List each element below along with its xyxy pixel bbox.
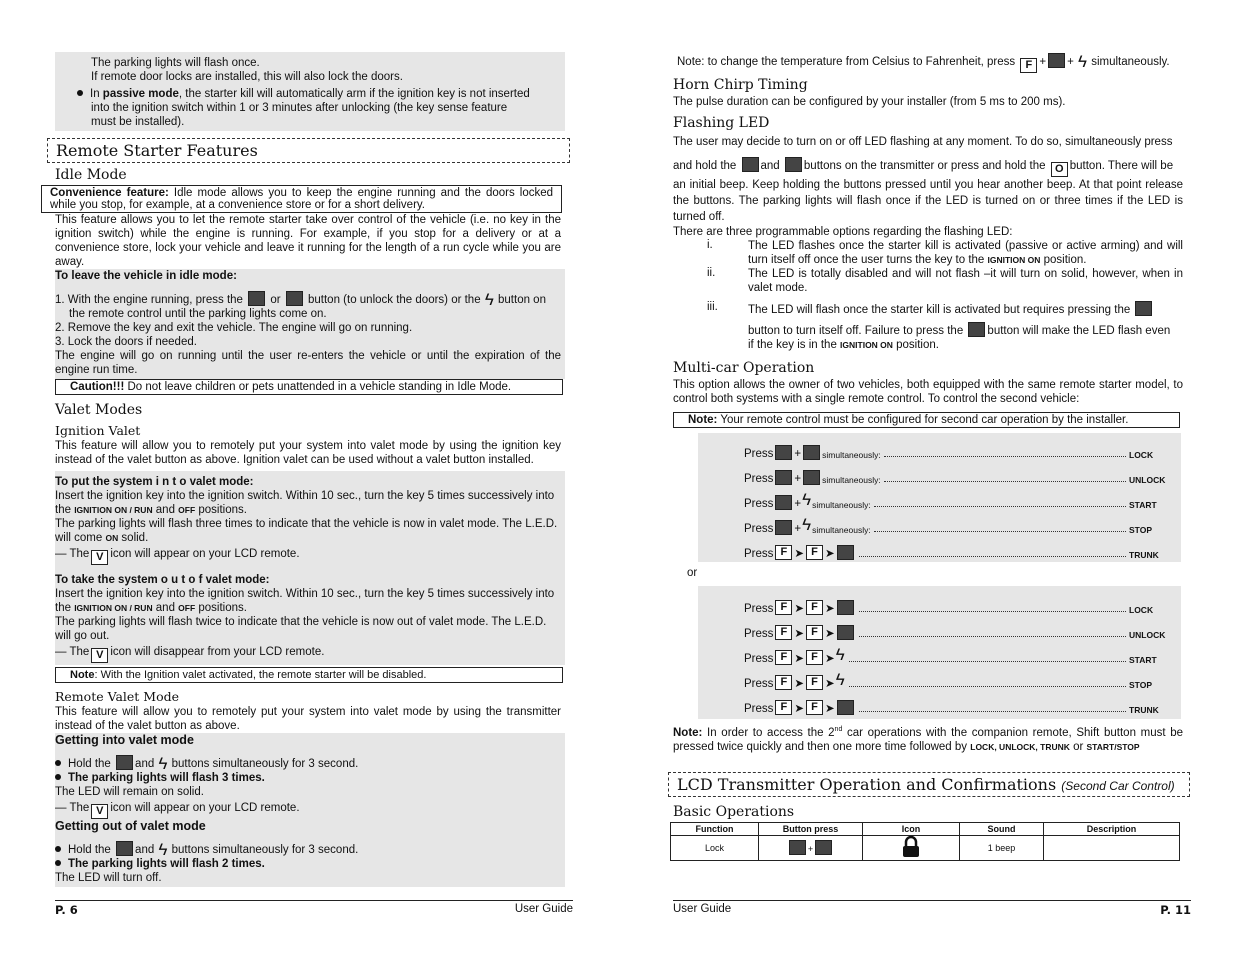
table-cell (863, 835, 960, 860)
text: or (270, 294, 281, 306)
step-3: 3. Lock the doors if needed. (55, 336, 197, 348)
lock-button-icon (1135, 301, 1152, 316)
lock-button-icon (116, 755, 133, 770)
text: button. There will be (1069, 160, 1174, 172)
led-rest: an initial beep. Keep holding the buttons pressed until you hear another beep. At that point release the buttons. The parking lights will flash once if the LED is turned on or three times if the LED is turned off. (673, 179, 1183, 223)
text: simultaneously: (822, 450, 881, 460)
text: Convenience feature: (50, 187, 169, 199)
unlock-button-icon (248, 291, 265, 306)
getout-title: Getting out of valet mode (55, 819, 206, 833)
led-title: Flashing LED (673, 115, 770, 131)
text: IGNITION ON (987, 255, 1041, 265)
text: button (to unlock the doors) or the (308, 294, 481, 306)
leader-dots (874, 506, 1126, 507)
multi-title: Multi-car Operation (673, 360, 815, 376)
text: icon will disappear from your LCD remote. (110, 646, 325, 658)
start-bolt-icon: ϟ (484, 290, 494, 309)
lock-button-icon (815, 840, 832, 855)
table-header-cell: Sound (960, 822, 1044, 835)
table-cell: 1 beep (960, 835, 1044, 860)
action-label: LOCK (1129, 450, 1154, 460)
convenience-box (41, 185, 562, 213)
press-list-2 (698, 586, 1181, 719)
text: must be installed). (91, 116, 185, 128)
text: ON (105, 533, 119, 543)
trunk-button-icon (775, 445, 792, 460)
leader-dots (859, 611, 1126, 612)
text: the remote control until the parking lights come on. (69, 308, 327, 320)
text: 1. With the engine running, press the (55, 294, 243, 306)
press-row: Press F ➤ F ➤ UNLOCK (698, 615, 1173, 640)
text: The LED is totally disabled and will not flash –it will turn on solid, however, when in valet mode. (748, 268, 1183, 294)
idle-title: Idle Mode (55, 167, 127, 183)
text: IGNITION ON / RUN (74, 505, 153, 515)
text: button on (498, 294, 546, 306)
page-number: P. 11 (1160, 903, 1191, 917)
trunk-button-icon (775, 520, 792, 535)
table-cell: Lock (671, 835, 759, 860)
right-page (668, 52, 1186, 861)
text: Your remote control must be configured for second car operation by the installer. (717, 414, 1129, 426)
text: LOCK, UNLOCK, TRUNK (970, 741, 1070, 752)
text: OFF (178, 603, 196, 613)
press-row: Press F ➤ F ➤ LOCK (698, 590, 1173, 615)
text: button will make the LED flash even (987, 325, 1171, 337)
action-label: START (1129, 655, 1157, 665)
lcd-section-title (668, 772, 1190, 797)
caution-box (55, 379, 563, 395)
text: IGNITION ON / RUN (74, 603, 153, 613)
press-row: Press F ➤ F ➤ ϟ STOP (698, 665, 1173, 690)
start-bolt-icon: ϟ (802, 490, 812, 509)
action-label: TRUNK (1129, 705, 1159, 715)
leader-dots (859, 556, 1126, 557)
f-button-icon: F (806, 675, 823, 690)
table-header (671, 822, 1180, 835)
text: — The (55, 646, 90, 658)
text: icon will appear on your LCD remote. (110, 802, 300, 814)
table-header-cell: Button press (759, 822, 863, 835)
getin-title: Getting into valet mode (55, 733, 194, 747)
bullet-icon (55, 760, 61, 766)
lock-button-icon (837, 600, 854, 615)
press-row: Press + simultaneously: UNLOCK (698, 460, 1173, 485)
press-row: Press F ➤ F ➤ TRUNK (698, 690, 1173, 715)
text: Press (744, 703, 774, 715)
f-button-icon: F (806, 700, 823, 715)
f-button-icon: F (775, 545, 792, 560)
unlock-button-icon (837, 625, 854, 640)
unlock-button-icon (742, 157, 759, 172)
text: simultaneously: (822, 475, 881, 485)
ign-block (55, 471, 565, 665)
text: ii. (707, 267, 716, 279)
text: if the key is in the (748, 339, 841, 351)
option-ii (673, 267, 1183, 295)
text: positions. (195, 504, 247, 516)
table-header-cell: Function (671, 822, 759, 835)
text: the (55, 602, 75, 614)
text: positions. (195, 602, 247, 614)
bullet-icon (55, 774, 61, 780)
f-button-icon: F (775, 600, 792, 615)
text: Note: to change the temperature from Celsius to Fahrenheit, press (677, 56, 1016, 68)
text: or (1069, 740, 1087, 753)
option-i (673, 239, 1183, 267)
o-button-icon: O (1051, 162, 1068, 177)
into-title: To put the system i n t o valet mode: (55, 476, 254, 488)
start-bolt-icon: ϟ (158, 754, 168, 773)
leader-dots (874, 531, 1126, 532)
section-title: Remote Starter Features (47, 138, 570, 163)
text: OFF (178, 505, 196, 515)
out-title: To take the system o u t o f valet mode: (55, 574, 270, 586)
rv-body: This feature will allow you to remotely put your system into valet mode by using the transmitter instead of the valet button as above. (55, 706, 561, 732)
start-bolt-icon: ϟ (158, 840, 168, 859)
text: Hold the (68, 844, 111, 856)
f-button-icon: F (775, 650, 792, 665)
text: Note: (673, 726, 703, 739)
text: nd (834, 726, 843, 733)
leader-dots (884, 481, 1126, 482)
led-three: There are three programmable options regarding the flashing LED: (673, 226, 1013, 238)
intro-block (55, 52, 565, 131)
text: Idle mode allows you to keep the engine running and the doors locked while you stop, for example, at a convenience store or for a short delivery. (50, 187, 554, 211)
action-label: UNLOCK (1129, 630, 1166, 640)
idle-body: This feature allows you to let the remote starter take over control of the vehicle (i.e. no key in the ignition switch) while the engine is running. For example, if you stop for a delivery or at a convenience store, lock your vehicle and leave it running for the length of a run cycle while you are away. (55, 214, 561, 268)
text: IGNITION ON (840, 340, 893, 350)
left-footer (55, 900, 573, 917)
text: iii. (707, 301, 718, 313)
or-label: or (687, 567, 698, 579)
lock-button-icon (803, 445, 820, 460)
text: — The (55, 802, 90, 814)
action-label: STOP (1129, 680, 1152, 690)
text: position. (892, 339, 939, 351)
text: Hold the (68, 758, 111, 770)
press-row: Press + simultaneously: LOCK (698, 435, 1173, 460)
leader-dots (859, 711, 1126, 712)
led-block (673, 135, 1183, 352)
footer-label: User Guide (514, 903, 573, 915)
f-button-icon: F (806, 545, 823, 560)
bullet-icon (55, 860, 61, 866)
rv-block (55, 733, 565, 887)
start-bolt-icon: ϟ (802, 515, 812, 534)
text: Press (744, 523, 774, 535)
horn-body: The pulse duration can be configured by your installer (from 5 ms to 200 ms). (673, 96, 1066, 108)
trunk-button-icon (1048, 53, 1065, 68)
text: icon will appear on your LCD remote. (110, 548, 300, 560)
lock-button-icon (116, 841, 133, 856)
footer-label: User Guide (673, 903, 732, 915)
f-button-icon: F (775, 675, 792, 690)
bullet-icon (77, 90, 83, 96)
leader-dots (859, 636, 1126, 637)
text: — The (55, 548, 90, 560)
text: car operations with the companion remote, Shift button must be pressed twice quickly and then one more time followed by (673, 726, 1183, 753)
text: Press (744, 448, 774, 460)
text: Caution!!! (70, 381, 125, 393)
text: Insert the ignition key into the ignition switch. Within 10 sec., turn the key 5 times successively into (55, 490, 555, 502)
text: The parking lights will flash 3 times. (68, 772, 265, 784)
multi-note-box (673, 412, 1180, 428)
text: and (152, 602, 179, 614)
step-1 (55, 291, 561, 307)
text: and (152, 504, 179, 516)
text: Do not leave children or pets unattended in a vehicle standing in Idle Mode. (124, 381, 512, 393)
text: The LED will turn off. (55, 872, 162, 884)
temp-note: Note: to change the temperature from Celsius to Fahrenheit, press F + + ϟ simultaneously. (677, 52, 1170, 71)
text: START/STOP (1086, 741, 1140, 752)
text: Insert the ignition key into the ignition switch. Within 10 sec., turn the key 5 times successively into (55, 588, 555, 600)
page-number: P. 6 (55, 903, 78, 917)
ign-body: This feature will allow you to remotely put your system into valet mode by using the ignition key instead of the valet button as above. Ignition valet can be used without a valet button installed. (55, 440, 561, 466)
text: (Second Car Control) (1061, 778, 1175, 793)
text: buttons simultaneously for 3 second. (171, 844, 359, 856)
intro-line: If remote door locks are installed, this will also lock the doors. (91, 71, 403, 83)
idle-steps (55, 269, 565, 379)
action-label: START (1129, 500, 1157, 510)
press-row: Press F ➤ F ➤ ϟ START (698, 640, 1173, 665)
text: The user may decide to turn on or off LED flashing at any moment. To do so, simultaneously press (673, 136, 1173, 148)
operations-table (670, 822, 1180, 861)
text: In (90, 88, 103, 100)
text: Press (744, 628, 774, 640)
f-button-icon: F (1020, 58, 1037, 73)
start-bolt-icon: ϟ (1078, 52, 1087, 71)
leave-title: To leave the vehicle in idle mode: (55, 270, 237, 282)
text: Press (744, 548, 774, 560)
ign-title: Ignition Valet (55, 423, 141, 438)
idle-end: The engine will go on running until the user re-enters the vehicle or until the expiration of the engine run time. (55, 350, 561, 376)
action-label: STOP (1129, 525, 1152, 535)
text: buttons on the transmitter or press and hold the (803, 160, 1046, 172)
table-cell (1044, 835, 1180, 860)
start-bolt-icon: ϟ (835, 645, 845, 664)
valet-v-icon: V (91, 550, 108, 565)
text: the (55, 504, 75, 516)
text: Note: (688, 414, 718, 426)
text: button to turn itself off. Failure to press the (748, 325, 964, 337)
intro-line: The parking lights will flash once. (91, 57, 260, 69)
leader-dots (849, 661, 1126, 662)
valet-title: Valet Modes (55, 402, 143, 418)
trunk-button-icon (775, 470, 792, 485)
text: The LED will flash once the starter kill is activated but requires pressing the (748, 304, 1131, 316)
right-footer (673, 900, 1191, 917)
step-2: 2. Remove the key and exit the vehicle. The engine will go on running. (55, 322, 413, 334)
lock-button-icon (286, 291, 303, 306)
trunk-button-icon (837, 545, 854, 560)
text: position. (1040, 254, 1087, 266)
text: : With the Ignition valet activated, the remote starter will be disabled. (94, 669, 427, 681)
text: will go out. (55, 630, 110, 642)
press-row: Press F ➤ F ➤ TRUNK (698, 535, 1173, 560)
horn-title: Horn Chirp Timing (673, 77, 808, 93)
text: simultaneously. (1091, 56, 1170, 68)
text: and (135, 844, 155, 856)
text: Note (70, 669, 95, 681)
trunk-button-icon (837, 700, 854, 715)
f-button-icon: F (806, 600, 823, 615)
f-button-icon: F (806, 625, 823, 640)
text: buttons simultaneously for 3 second. (171, 758, 359, 770)
trunk-button-icon (789, 840, 806, 855)
text: i. (707, 239, 713, 251)
text: simultaneously: (812, 500, 871, 510)
press-list-1 (698, 433, 1181, 562)
bullet-icon (55, 846, 61, 852)
text: The parking lights will flash 2 times. (68, 858, 265, 870)
f-button-icon: F (806, 650, 823, 665)
basic-title: Basic Operations (673, 803, 795, 820)
text: The parking lights will flash twice to indicate that the vehicle is now out of valet mode. The L.E.D. (55, 616, 547, 628)
action-label: TRUNK (1129, 550, 1159, 560)
text: Press (744, 653, 774, 665)
valet-v-icon: V (91, 648, 108, 663)
text: and hold the (673, 160, 737, 172)
leader-dots (849, 686, 1126, 687)
lock-button-icon (785, 157, 802, 172)
press-row: Press + ϟ simultaneously: START (698, 485, 1173, 510)
text: The LED will remain on solid. (55, 786, 204, 798)
press-row: Press + ϟ simultaneously: STOP (698, 510, 1173, 535)
text: Press (744, 498, 774, 510)
passive-line (77, 87, 559, 101)
start-bolt-icon: ϟ (835, 670, 845, 689)
padlock-icon (901, 836, 921, 858)
table-header-cell: Description (1044, 822, 1180, 835)
valet-v-icon: V (91, 804, 108, 819)
text: solid. (118, 532, 149, 544)
second-car-note (673, 723, 1183, 754)
text: and (760, 160, 780, 172)
table-cell: + (759, 835, 863, 860)
text: LCD Transmitter Operation and Confirmations (677, 774, 1057, 794)
text: , the starter kill will automatically arm if the ignition key is not inserted (178, 88, 530, 100)
multi-body: This option allows the owner of two vehicles, both equipped with the same remote starter model, to control both systems with a single remote control. To control the second vehicle: (673, 379, 1183, 405)
text: simultaneously: (812, 525, 871, 535)
text: into the ignition switch within 1 or 3 minutes after unlocking (the key sense feature (91, 102, 508, 114)
f-button-icon: F (775, 700, 792, 715)
action-label: UNLOCK (1129, 475, 1166, 485)
text: Press (744, 603, 774, 615)
text: In order to access the 2 (702, 726, 835, 739)
rv-title: Remote Valet Mode (55, 689, 180, 704)
action-label: LOCK (1129, 605, 1154, 615)
lock-button-icon (968, 322, 985, 337)
text: The LED flashes once the starter kill is activated (passive or active arming) and will turn itself off once the user turns the key to the (748, 240, 1183, 266)
table-row (671, 835, 1180, 860)
option-iii (673, 301, 1183, 352)
text: passive mode (102, 88, 179, 100)
f-button-icon: F (775, 625, 792, 640)
unlock-button-icon (803, 470, 820, 485)
ign-note-box (55, 667, 563, 683)
leader-dots (884, 456, 1126, 457)
text: The parking lights will flash three times to indicate that the vehicle is now in valet mode. The L.E.D. (55, 518, 558, 530)
text: Press (744, 473, 774, 485)
text: will come (55, 532, 106, 544)
text: Press (744, 678, 774, 690)
trunk-button-icon (775, 495, 792, 510)
left-page (47, 52, 565, 887)
text: and (135, 758, 155, 770)
table-header-cell: Icon (863, 822, 960, 835)
